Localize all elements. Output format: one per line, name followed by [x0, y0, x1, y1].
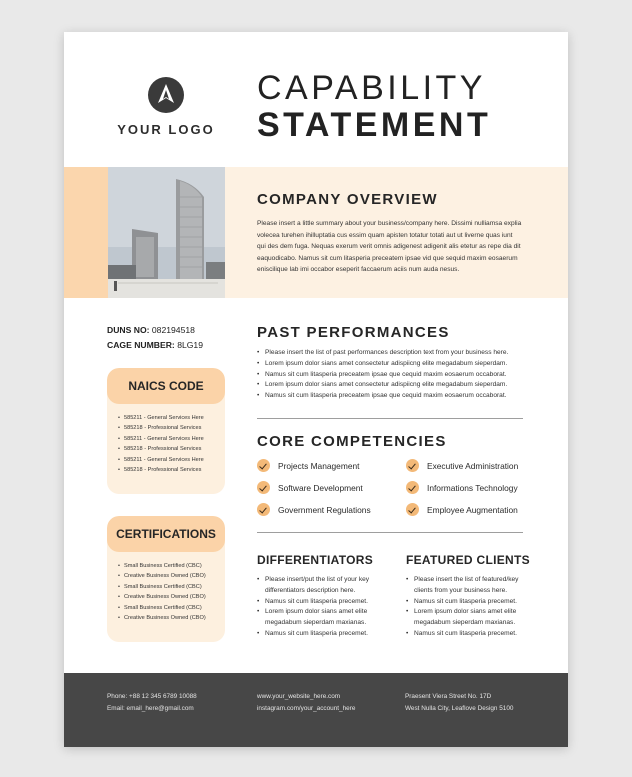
differentiator-item: • Please insert/put the list of your key differentiators description here.: [257, 575, 385, 597]
differentiator-item: • Namus sit cum litasperia precemet.: [257, 629, 385, 640]
client-item: • Namus sit cum litasperia precemet.: [406, 629, 530, 640]
competency-label: Government Regulations: [278, 504, 371, 515]
logo-arrow-shape: [158, 84, 174, 106]
competency-label: Executive Administration: [427, 460, 519, 471]
check-icon: [406, 481, 419, 494]
competency-label: Informations Technology: [427, 482, 518, 493]
divider: [257, 532, 523, 533]
footer-address: [405, 691, 513, 715]
competency-item: [257, 481, 363, 494]
certifications-heading: CERTIFICATIONS: [107, 516, 225, 552]
overview-band-accent: [64, 167, 108, 298]
certification-item: • Creative Business Owned (CBO): [118, 592, 225, 602]
naics-item: • 585211 - General Services Here: [118, 413, 225, 423]
naics-heading: NAICS CODE: [107, 368, 225, 404]
differentiator-item: • Lorem ipsum dolor sians amet elite megadabum sieperdam maxianas.: [257, 607, 385, 629]
title-line-2: STATEMENT: [257, 106, 492, 144]
certification-item: • Small Business Certified (CBC): [118, 561, 225, 571]
check-icon: [406, 459, 419, 472]
title-line-1: CAPABILITY: [257, 69, 486, 107]
duns-value: 082194518: [151, 325, 195, 335]
footer-address-line-2: West Nulla City, Leaflove Design 5100: [405, 705, 514, 712]
competency-item: [406, 503, 518, 516]
naics-card: [107, 368, 225, 494]
naics-list: [107, 404, 225, 475]
competency-item: [257, 459, 359, 472]
certifications-list: [107, 552, 225, 623]
logo-text: YOUR LOGO: [117, 122, 215, 137]
competency-item: [257, 503, 371, 516]
naics-item: • 585211 - General Services Here: [118, 455, 225, 465]
competency-item: [406, 459, 518, 472]
overview-text: Please insert a little summary about your business/company here. Dissimi nulliamsa explia volecea turehen ihilluptatia cus essim quam apisten totatur totati aut ut liverne quas iunt qui des dem fuga. Nequas exerum verit omnis adigenest adigenit alis etetur as repe dia dit eaquodicabo. Namus sit cum litasperia preceatem ipsae vid que sequid maxim eosaerum eniscilique lab imi occabor eseperit faccaerum aciis num auda nesus.: [257, 220, 522, 274]
client-item: • Namus sit cum litasperia precemet.: [406, 597, 530, 608]
core-competencies-heading: CORE COMPETENCIES: [257, 433, 447, 450]
competency-label: Software Development: [278, 482, 363, 493]
cage-label: CAGE NUMBER:: [107, 340, 175, 350]
overview-heading: COMPANY OVERVIEW: [257, 191, 438, 208]
past-performance-item: • Lorem ipsum dolor sians amet consectetur adispiicng elite megadabum sieperdam.: [257, 359, 527, 370]
client-item: • Lorem ipsum dolor sians amet elite megadabum sieperdam maxianas.: [406, 607, 530, 629]
check-icon: [257, 481, 270, 494]
footer: [64, 673, 568, 747]
competency-item: [406, 481, 518, 494]
past-performances-heading: PAST PERFORMANCES: [257, 324, 450, 341]
past-performance-item: • Please insert the list of past performances description text from your business here.: [257, 348, 527, 359]
competency-label: Employee Augmentation: [427, 504, 518, 515]
featured-clients-list: [406, 575, 530, 640]
naics-item: • 585211 - General Services Here: [118, 434, 225, 444]
cage-value: 8LG19: [177, 340, 203, 350]
logo-icon: [148, 77, 184, 113]
naics-item: • 585218 - Professional Services: [118, 423, 225, 433]
certification-item: • Creative Business Owned (CBO): [118, 571, 225, 581]
certifications-card: [107, 516, 225, 642]
featured-clients-heading: FEATURED CLIENTS: [406, 553, 530, 567]
past-performance-item: • Lorem ipsum dolor sians amet consectetur adispiicng elite megadabum sieperdam.: [257, 380, 527, 391]
duns-label: DUNS NO:: [107, 325, 150, 335]
capability-statement-page: [64, 32, 568, 747]
competency-label: Projects Management: [278, 460, 360, 471]
naics-item: • 585218 - Professional Services: [118, 465, 225, 475]
certification-item: • Small Business Certified (CBC): [118, 603, 225, 613]
duns-row: [107, 325, 195, 335]
divider: [257, 418, 523, 419]
footer-address-line-1: Praesent Viera Street No. 17D: [405, 693, 492, 700]
naics-item: • 585218 - Professional Services: [118, 444, 225, 454]
past-performances-list: [257, 348, 527, 402]
check-icon: [406, 503, 419, 516]
check-icon: [257, 503, 270, 516]
footer-phone: Phone: +88 12 345 6789 10088: [107, 693, 197, 700]
footer-instagram[interactable]: instagram.com/your_account_here: [257, 705, 356, 712]
differentiators-list: [257, 575, 385, 640]
client-item: • Please insert the list of featured/key clients from your business here.: [406, 575, 530, 597]
building-photo: [108, 167, 225, 298]
check-icon: [257, 459, 270, 472]
footer-email[interactable]: Email: email_here@gmail.com: [107, 705, 194, 712]
footer-online: [257, 691, 355, 715]
differentiators-heading: DIFFERENTIATORS: [257, 553, 374, 567]
footer-contact: [107, 691, 197, 715]
footer-website[interactable]: www.your_website_here.com: [257, 693, 341, 700]
past-performance-item: • Namus sit cum litasperia preceatem ipsae que cequid maxim eosaerum occaborat.: [257, 370, 527, 381]
certification-item: • Small Business Certified (CBC): [118, 582, 225, 592]
certification-item: • Creative Business Owned (CBO): [118, 613, 225, 623]
cage-row: [107, 340, 203, 350]
past-performance-item: • Namus sit cum litasperia preceatem ipsae que cequid maxim eosaerum occaborat.: [257, 391, 527, 402]
differentiator-item: • Namus sit cum litasperia precemet.: [257, 597, 385, 608]
